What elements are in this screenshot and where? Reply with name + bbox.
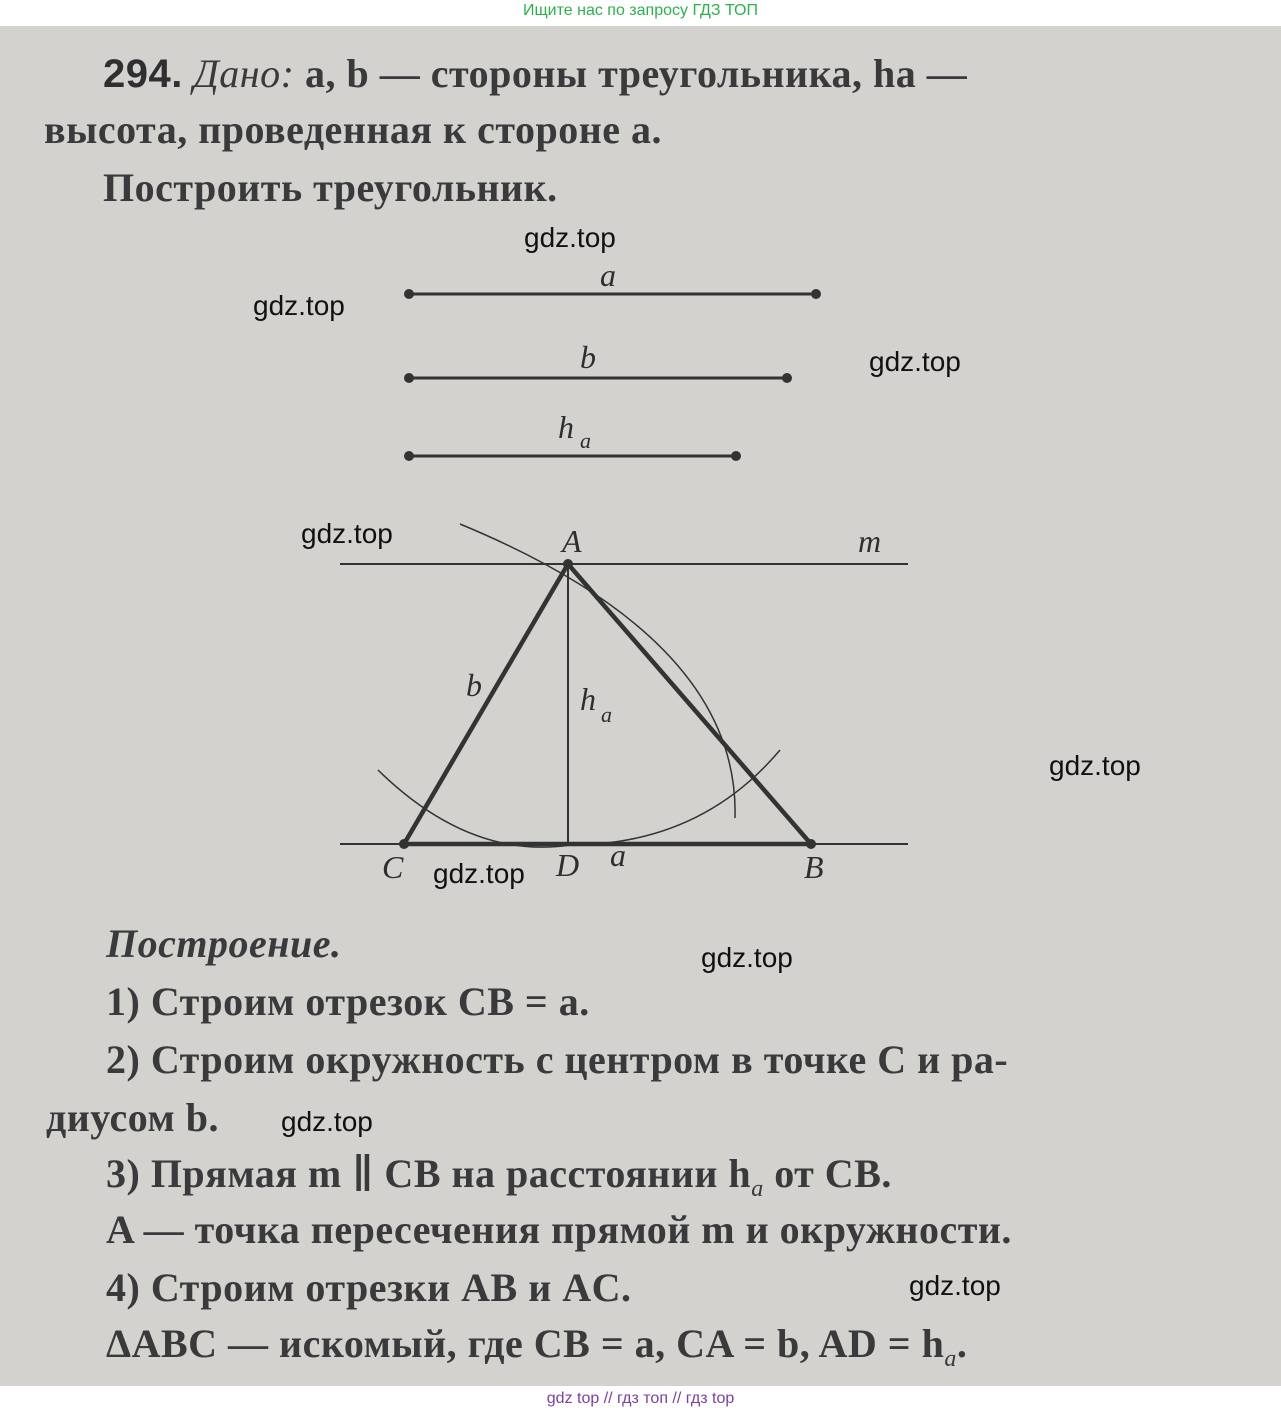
step-3-sub: a <box>751 1176 764 1202</box>
bottom-banner[interactable]: gdz top // гдз топ // гдз top <box>546 1390 735 1407</box>
vertex-c-label: C <box>382 849 404 885</box>
top-banner[interactable]: Ищите нас по запросу ГДЗ ТОП <box>523 2 758 19</box>
given-word: Дано: <box>193 51 295 96</box>
line-m-label: m <box>858 523 882 559</box>
watermark: gdz.top <box>524 222 616 253</box>
segment-ha-label: h <box>558 409 574 445</box>
step-3-continuation: A — точка пересечения прямой m и окружности. <box>106 1207 1012 1252</box>
result-sub: a <box>944 1346 957 1372</box>
side-b-label: b <box>466 667 482 703</box>
step-3-post: от CB. <box>763 1151 892 1196</box>
vertex-b-label: B <box>804 849 824 885</box>
step-4: 4) Строим отрезки AB и AC. <box>106 1265 632 1310</box>
watermark: gdz.top <box>253 290 345 321</box>
watermark: gdz.top <box>869 346 961 377</box>
height-label: h <box>580 681 596 717</box>
side-a-label: a <box>610 837 626 873</box>
given-rest: a, b — стороны треугольника, ha — <box>304 51 968 96</box>
arc-lower <box>378 750 780 847</box>
problem-task: Построить треугольник. <box>103 165 558 210</box>
segment-a-label: a <box>600 257 616 293</box>
point-d-label: D <box>556 847 580 883</box>
arc-radius-b <box>460 524 735 818</box>
step-2-line-1: 2) Строим окружность с центром в точке C и ра- <box>106 1037 1009 1082</box>
result-post: . <box>956 1321 968 1366</box>
step-3 <box>106 1150 892 1203</box>
watermark: gdz.top <box>701 942 793 973</box>
watermark: gdz.top <box>433 858 525 889</box>
segment-ha-sub: a <box>580 428 591 453</box>
watermark: gdz.top <box>1049 750 1141 781</box>
segment-ha <box>404 409 741 461</box>
construction-heading: Построение. <box>106 921 342 966</box>
watermark: gdz.top <box>281 1106 373 1137</box>
watermark: gdz.top <box>909 1270 1001 1301</box>
result-line <box>106 1320 967 1373</box>
result-text: ΔABC — искомый, где CB = a, CA = b, AD = h <box>106 1321 945 1366</box>
step-1: 1) Строим отрезок CB = a. <box>106 979 590 1024</box>
problem-line-2: высота, проведенная к стороне a. <box>44 107 663 152</box>
height-sub: a <box>601 702 612 727</box>
watermark: gdz.top <box>301 518 393 549</box>
step-3-text: 3) Прямая m ∥ CB на расстоянии h <box>106 1151 752 1196</box>
segment-b <box>404 339 792 383</box>
step-2-line-2: диусом b. <box>46 1095 220 1140</box>
segment-b-label: b <box>580 339 596 375</box>
problem-number: 294. <box>103 52 183 96</box>
vertex-a-label: A <box>562 523 582 559</box>
side-ac <box>404 564 568 844</box>
segment-a <box>404 257 821 299</box>
